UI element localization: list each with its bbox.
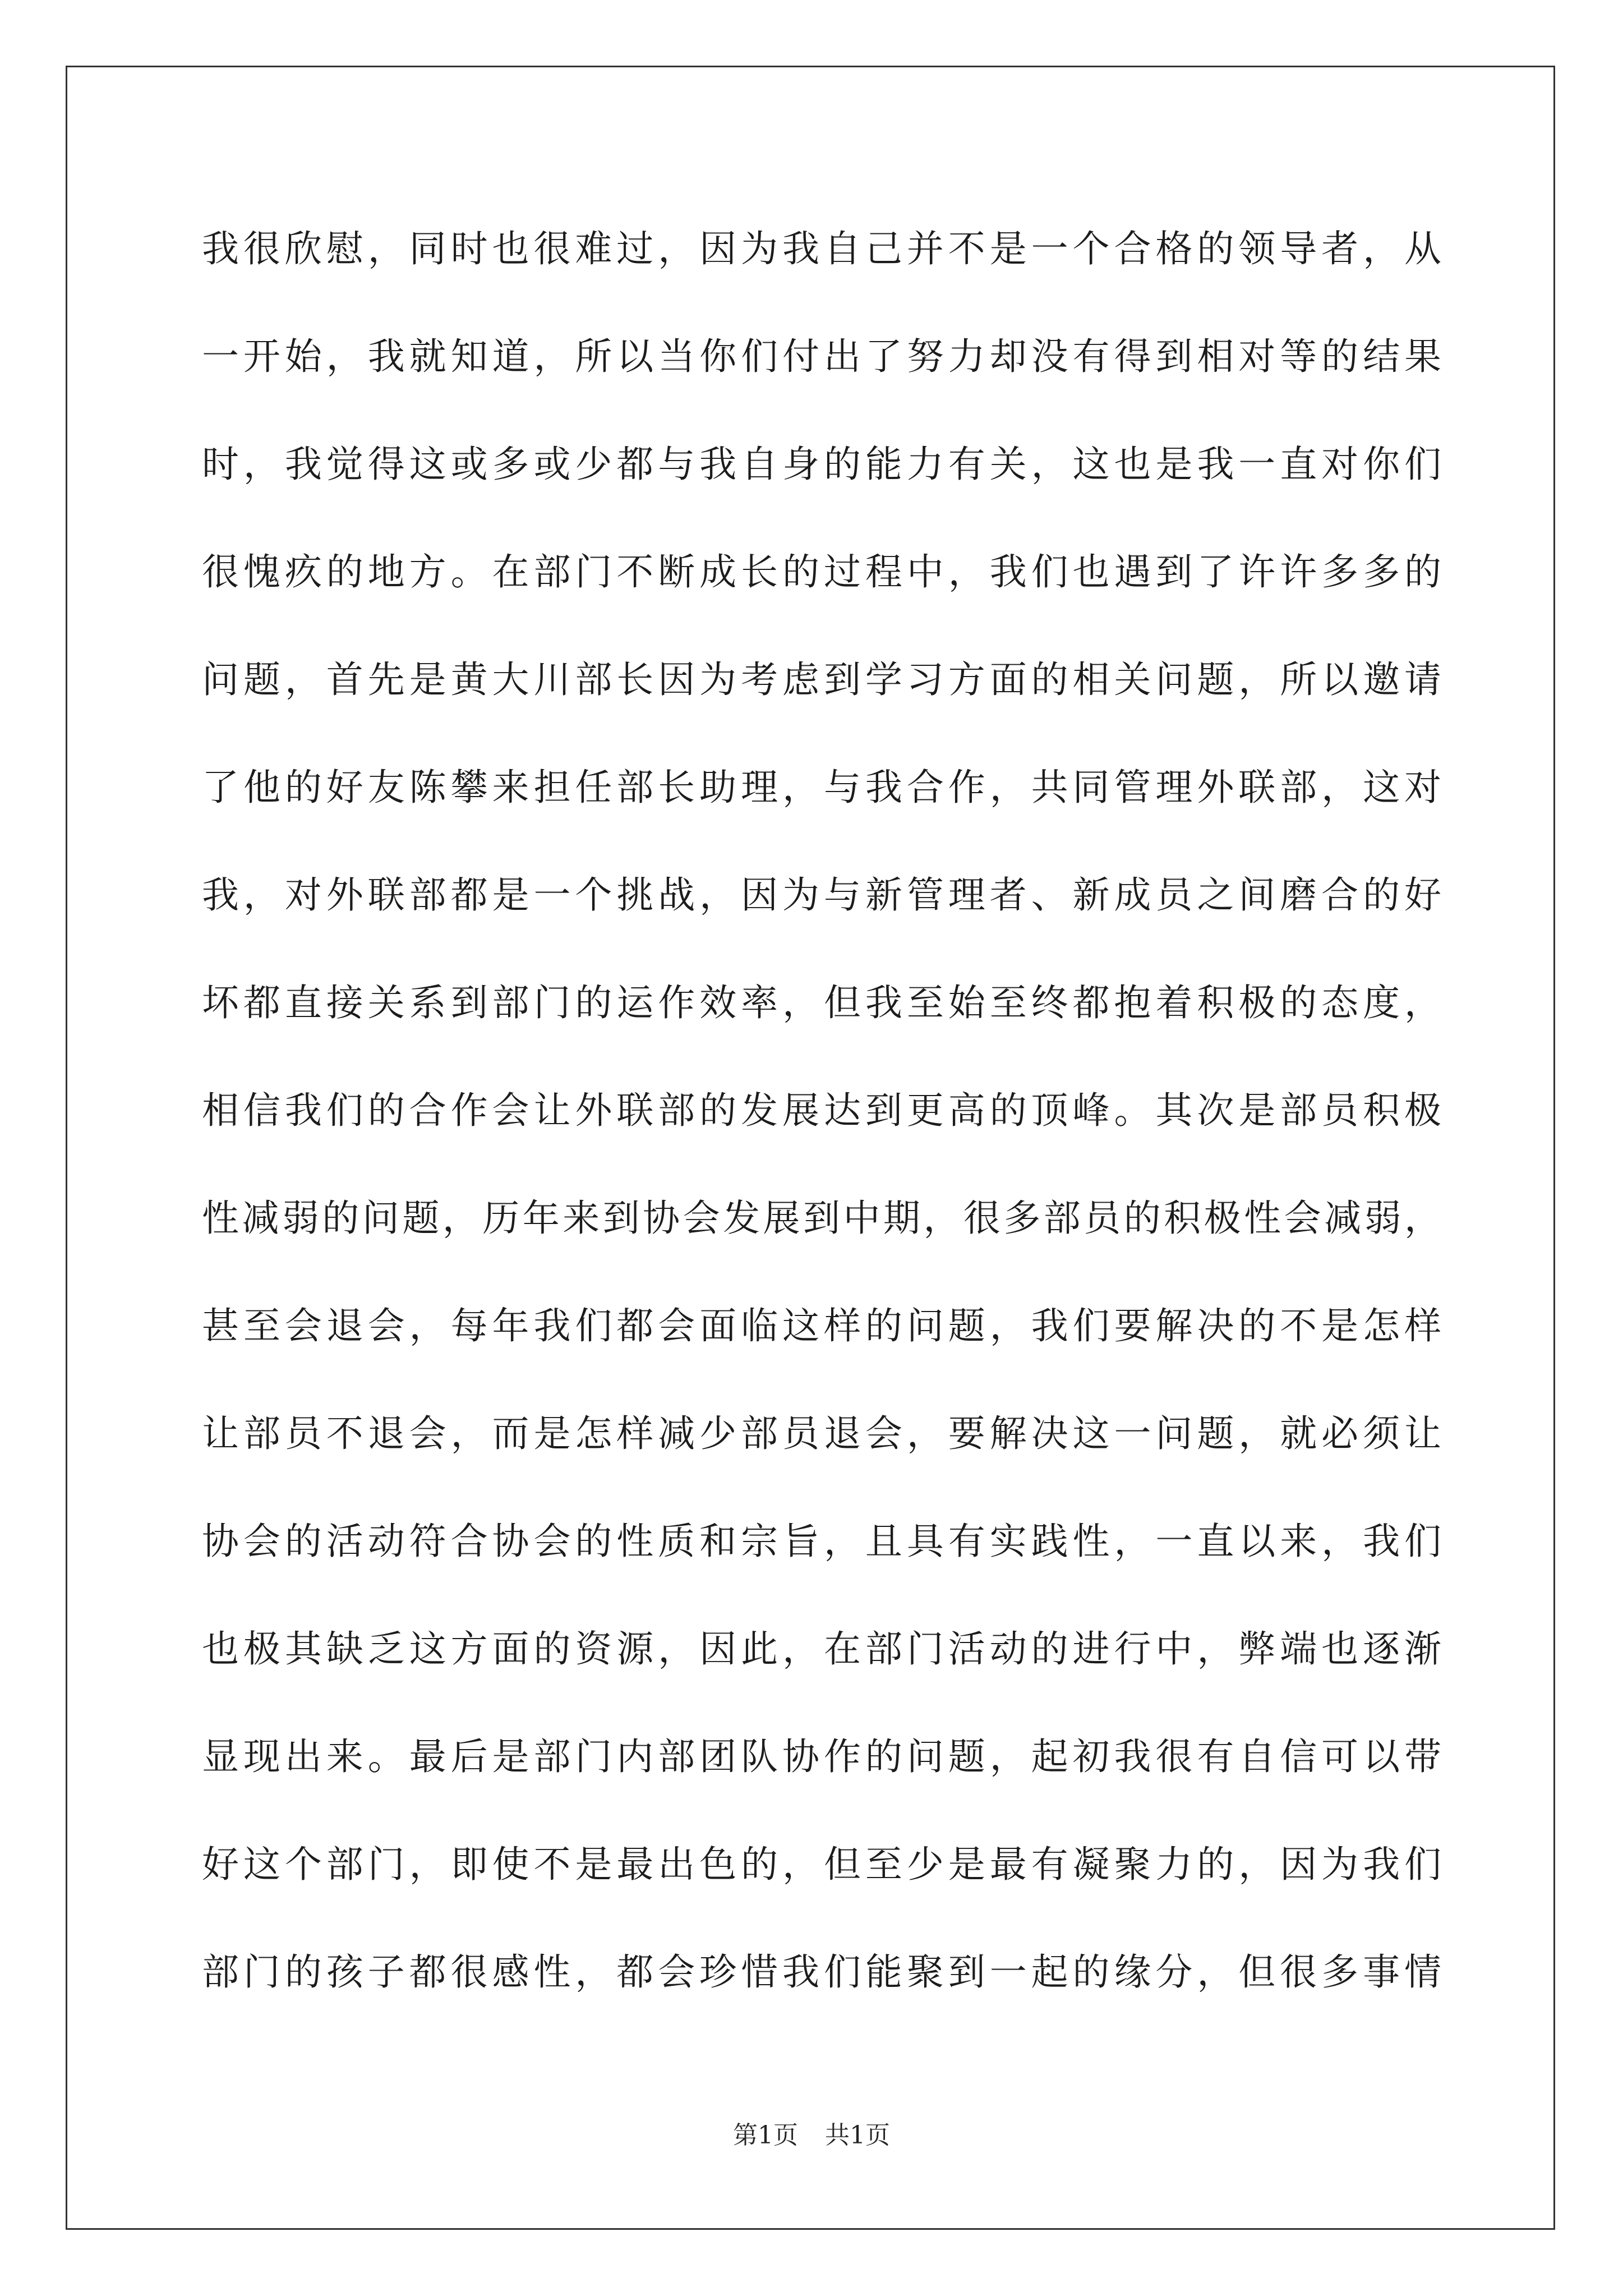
page-total: 共1页 xyxy=(825,2121,890,2150)
text-line: 相信我们的合作会让外联部的发展达到更高的顶峰。其次是部员积极 xyxy=(202,1089,1441,1132)
text-line: 很愧疚的地方。在部门不断成长的过程中，我们也遇到了许许多多的 xyxy=(202,550,1441,593)
text-line: 让部员不退会，而是怎样减少部员退会，要解决这一问题，就必须让 xyxy=(202,1412,1441,1455)
text-line: 显现出来。最后是部门内部团队协作的问题，起初我很有自信可以带 xyxy=(202,1735,1441,1778)
text-line: 坏都直接关系到部门的运作效率，但我至始至终都抱着积极的态度， xyxy=(202,981,1441,1024)
text-line: 时，我觉得这或多或少都与我自身的能力有关，这也是我一直对你们 xyxy=(202,443,1441,486)
page-footer xyxy=(0,2115,1623,2151)
text-line: 我，对外联部都是一个挑战，因为与新管理者、新成员之间磨合的好 xyxy=(202,873,1441,917)
text-line: 问题，首先是黄大川部长因为考虑到学习方面的相关问题，所以邀请 xyxy=(202,658,1441,701)
text-line: 好这个部门，即使不是最出色的，但至少是最有凝聚力的，因为我们 xyxy=(202,1843,1441,1886)
page-number: 第1页 xyxy=(733,2121,798,2150)
text-line: 协会的活动符合协会的性质和宗旨，且具有实践性，一直以来，我们 xyxy=(202,1520,1441,1563)
text-line: 部门的孩子都很感性，都会珍惜我们能聚到一起的缘分，但很多事情 xyxy=(202,1950,1441,1994)
text-line: 甚至会退会，每年我们都会面临这样的问题，我们要解决的不是怎样 xyxy=(202,1304,1441,1347)
text-line: 我很欣慰，同时也很难过，因为我自己并不是一个合格的领导者，从 xyxy=(202,227,1441,270)
text-line: 了他的好友陈攀来担任部长助理，与我合作，共同管理外联部，这对 xyxy=(202,766,1441,809)
document-body xyxy=(202,218,1441,2049)
text-line: 也极其缺乏这方面的资源，因此，在部门活动的进行中，弊端也逐渐 xyxy=(202,1627,1441,1671)
text-line: 性减弱的问题，历年来到协会发展到中期，很多部员的积极性会减弱， xyxy=(202,1197,1441,1240)
text-line: 一开始，我就知道，所以当你们付出了努力却没有得到相对等的结果 xyxy=(202,335,1441,378)
